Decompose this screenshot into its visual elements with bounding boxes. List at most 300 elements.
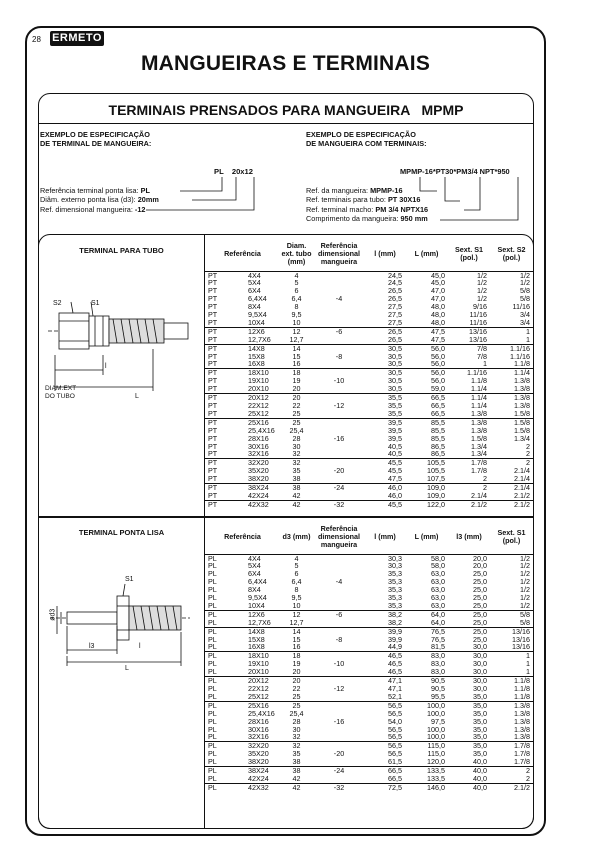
cell-l: 56,5 xyxy=(388,700,402,710)
header-l: l (mm) xyxy=(365,237,405,271)
cell-diameter: 32 xyxy=(292,741,301,751)
cell-ref-prefix: PL xyxy=(208,609,217,619)
cell-dimensional xyxy=(313,668,365,676)
cell-l3: 40,0 xyxy=(448,758,490,766)
cell-dimensional: -16 xyxy=(333,433,345,443)
cell-l3: 40,0 xyxy=(448,775,490,783)
cell-s1: 11/16 xyxy=(469,310,487,320)
cell-l3: 20,0 xyxy=(473,561,487,571)
cell-ref-size: 32X20 xyxy=(248,741,269,751)
spec-left-code-b: 20x12 xyxy=(231,167,253,176)
cell-s1: 2 xyxy=(526,766,530,776)
cell-s1: 1.3/8 xyxy=(514,724,530,734)
cell-diameter: 35 xyxy=(292,749,301,759)
cell-diameter: 38 xyxy=(280,758,313,766)
cell-ref-prefix: PT xyxy=(208,417,218,427)
cell-ref-size: 25X16 xyxy=(248,417,269,427)
cell-dimensional xyxy=(313,311,365,319)
table-row xyxy=(205,619,533,627)
cell-s1: 1.7/8 xyxy=(514,749,530,759)
cell-s2: 2.1/4 xyxy=(490,475,533,483)
cell-diameter: 9,5 xyxy=(291,593,302,603)
cell-s1: 1.3/8 xyxy=(490,733,533,741)
cell-diameter: 6,4 xyxy=(291,577,302,587)
cell-s2: 1.5/8 xyxy=(490,410,533,418)
cell-s2: 1.1/4 xyxy=(514,368,530,378)
cell-s2: 1.3/4 xyxy=(514,433,530,443)
cell-s1: 13/16 xyxy=(448,336,490,344)
cell-ref-size: 25X12 xyxy=(238,693,280,701)
cell-l3: 25,0 xyxy=(473,626,487,636)
cell-l: 30,5 xyxy=(388,351,402,361)
cell-s1: 1.3/8 xyxy=(514,708,530,718)
cell-l: 46,5 xyxy=(388,651,402,661)
cell-s1: 2 xyxy=(490,775,533,783)
label-diam-ext-2: DO TUBO xyxy=(45,393,75,400)
cell-s1: 1/2 xyxy=(477,270,487,280)
cell-ref-prefix: PT xyxy=(208,483,218,493)
cell-L: 64,0 xyxy=(431,609,445,619)
cell-ref-prefix: PL xyxy=(208,659,217,669)
cell-ref-size: 8X4 xyxy=(248,302,261,312)
spec-left-line2-value: 20mm xyxy=(137,195,159,205)
spec-right-line3-value: PM 3/4 NPTX16 xyxy=(375,204,429,214)
cell-ref-size: 35X20 xyxy=(248,749,269,759)
cell-ref-prefix: PT xyxy=(208,466,218,476)
cell-l: 39,5 xyxy=(388,417,402,427)
cell-ref-size: 38X20 xyxy=(238,475,280,483)
cell-ref-size: 9,5X4 xyxy=(248,593,267,603)
cell-s1: 1.1/8 xyxy=(514,684,530,693)
cell-L: 48,0 xyxy=(405,319,448,327)
cell-s1: 1.3/8 xyxy=(448,410,490,418)
cell-s1: 13/16 xyxy=(512,626,530,636)
cell-l: 30,5 xyxy=(388,368,402,378)
cell-diameter: 25,4 xyxy=(289,425,304,435)
cell-l: 26,5 xyxy=(365,336,405,344)
spec-right-line1-label: Ref. da mangueira: xyxy=(306,186,371,195)
header-d3: d3 (mm) xyxy=(280,520,313,554)
cell-s1: 1/2 xyxy=(520,585,530,595)
cell-s1: 1.1/8 xyxy=(490,693,533,701)
cell-s2: 1.1/16 xyxy=(510,351,530,361)
label-l3: l3 xyxy=(89,643,95,650)
cell-s2: 1.5/8 xyxy=(514,417,530,427)
cell-L: 59,0 xyxy=(405,385,448,393)
cell-ref-size: 30X16 xyxy=(248,441,269,451)
cell-diameter: 9,5 xyxy=(291,310,302,320)
cell-ref-prefix: PT xyxy=(208,458,218,468)
cell-diameter: 15 xyxy=(292,634,301,644)
cell-s2: 1.3/8 xyxy=(514,393,530,403)
cell-diameter: 25 xyxy=(292,417,301,427)
spec-right-heading-2: DE MANGUEIRA COM TERMINAIS: xyxy=(306,139,427,149)
cell-l3: 35,0 xyxy=(448,733,490,741)
cell-ref-size: 35X20 xyxy=(248,466,269,476)
title-divider xyxy=(38,123,534,124)
cell-ref-prefix: PL xyxy=(205,619,238,627)
cell-l3: 35,0 xyxy=(473,749,487,759)
cell-l: 24,5 xyxy=(388,270,402,280)
spec-right-heading-1: EXEMPLO DE ESPECIFICAÇÃO xyxy=(306,130,416,139)
cell-diameter: 30 xyxy=(292,441,301,451)
cell-diameter: 42 xyxy=(292,782,301,792)
cell-ref-size: 12X6 xyxy=(248,609,265,619)
cell-L: 95,5 xyxy=(405,693,448,701)
cell-s2: 1/2 xyxy=(520,270,530,280)
cell-L: 56,0 xyxy=(431,343,445,353)
cell-dimensional xyxy=(313,701,365,709)
cell-dimensional: -6 xyxy=(335,609,343,619)
cell-diameter: 20 xyxy=(280,668,313,676)
cell-dimensional xyxy=(313,336,365,344)
cell-s1: 13/16 xyxy=(512,634,530,644)
cell-ref-prefix: PT xyxy=(208,302,218,312)
header-L: L (mm) xyxy=(405,237,448,271)
cell-ref-prefix: PT xyxy=(208,310,218,320)
cell-s1: 1/2 xyxy=(520,593,530,603)
cell-L: 97,5 xyxy=(431,716,445,726)
cell-diameter: 25,4 xyxy=(289,708,304,718)
cell-l: 56,5 xyxy=(388,741,402,751)
table-row xyxy=(205,783,533,791)
cell-l: 35,3 xyxy=(388,569,402,579)
cell-s1: 7/8 xyxy=(477,351,487,361)
ermeto-logo: ERMETO xyxy=(50,31,104,46)
cell-diameter: 12 xyxy=(292,326,301,336)
cell-l: 45,5 xyxy=(388,458,402,468)
cell-ref-prefix: PL xyxy=(208,634,217,644)
cell-ref-size: 25X16 xyxy=(248,700,269,710)
cell-diameter: 18 xyxy=(292,368,301,378)
cell-L: 63,0 xyxy=(431,577,445,587)
cell-dimensional xyxy=(313,726,365,734)
header-referencia: Referência xyxy=(205,237,280,271)
cell-s1: 1.7/8 xyxy=(471,458,487,468)
cell-l: 35,5 xyxy=(365,410,405,418)
cell-dimensional: -4 xyxy=(335,577,343,587)
cell-l: 39,5 xyxy=(388,425,402,435)
cell-dimensional xyxy=(313,643,365,651)
label-diam-ext xyxy=(45,385,76,401)
cell-ref-prefix: PT xyxy=(205,450,238,458)
cell-ref-prefix: PL xyxy=(208,676,217,686)
spec-left-lines xyxy=(40,186,159,214)
cell-l: 72,5 xyxy=(388,782,402,792)
cell-L: 66,5 xyxy=(431,401,445,410)
cell-ref-prefix: PL xyxy=(205,693,238,701)
cell-s2: 2.1/4 xyxy=(514,483,530,493)
cell-l: 46,5 xyxy=(388,659,402,669)
cell-s1: 1.7/8 xyxy=(514,741,530,751)
cell-l3: 30,0 xyxy=(473,676,487,686)
cell-s1: 1/2 xyxy=(490,602,533,610)
cell-l3: 25,0 xyxy=(448,619,490,627)
spec-left-line3-label: Ref. dimensional mangueira: xyxy=(40,204,135,214)
cell-ref-prefix: PT xyxy=(208,326,218,336)
cell-diameter: 5 xyxy=(294,561,299,571)
cell-l: 35,3 xyxy=(388,593,402,603)
cell-s1: 1/2 xyxy=(477,294,487,304)
cell-s1: 1.3/8 xyxy=(514,700,530,710)
cell-l: 56,5 xyxy=(388,708,402,718)
cell-l: 26,5 xyxy=(388,326,402,336)
terminal-ponta-lisa-table xyxy=(205,520,533,792)
cell-ref-size: 22X12 xyxy=(248,401,269,410)
cell-ref-prefix: PL xyxy=(208,553,217,563)
terminal-para-tubo-block xyxy=(38,234,534,517)
cell-dimensional xyxy=(313,693,365,701)
cell-dimensional: -8 xyxy=(335,634,343,644)
cell-dimensional: -20 xyxy=(333,749,345,759)
cell-diameter: 35 xyxy=(292,466,301,476)
cell-s2: 11/16 xyxy=(512,302,530,312)
cell-ref-size: 42X24 xyxy=(238,492,280,500)
cell-ref-size: 19X10 xyxy=(248,659,269,669)
cell-ref-prefix: PT xyxy=(208,351,218,361)
cell-ref-size: 4X4 xyxy=(248,553,261,563)
header-l: l (mm) xyxy=(365,520,405,554)
cell-s2: 3/4 xyxy=(520,310,530,320)
cell-l: 44,9 xyxy=(365,643,405,651)
cell-L: 47,5 xyxy=(405,336,448,344)
cell-l3: 25,0 xyxy=(473,569,487,579)
cell-l: 38,2 xyxy=(388,609,402,619)
cell-l: 26,5 xyxy=(388,294,402,304)
cell-diameter: 10 xyxy=(280,602,313,610)
cell-s1: 7/8 xyxy=(477,343,487,353)
cell-L: 100,0 xyxy=(405,733,448,741)
cell-s2: 5/8 xyxy=(520,286,530,296)
page-number: 28 xyxy=(32,35,41,44)
cell-l3: 40,0 xyxy=(473,766,487,776)
cell-L: 48,0 xyxy=(431,302,445,312)
cell-l: 56,5 xyxy=(388,749,402,759)
cell-diameter: 38 xyxy=(292,766,301,776)
cell-l3: 35,0 xyxy=(448,693,490,701)
cell-ref-size: 42X32 xyxy=(248,499,269,509)
cell-l: 52,1 xyxy=(365,693,405,701)
cell-ref-size: 38X20 xyxy=(238,758,280,766)
section-title: TERMINAIS PRENSADOS PARA MANGUEIRA MPMP xyxy=(108,102,464,118)
header-diam-ext: Diam. ext. tubo (mm) xyxy=(280,237,313,271)
cell-diameter: 20 xyxy=(292,676,301,686)
cell-s2: 1.1/16 xyxy=(510,343,530,353)
cell-ref-prefix: PL xyxy=(208,708,217,718)
terminal-ponta-lisa-diagram xyxy=(45,566,195,676)
cell-s1: 1.5/8 xyxy=(471,433,487,443)
spec-right-line1-value: MPMP-16 xyxy=(370,186,403,195)
cell-l: 35,3 xyxy=(388,577,402,587)
header-ref-dimensional: Referência dimensional mangueira xyxy=(313,520,365,554)
cell-ref-prefix: PL xyxy=(205,775,238,783)
cell-dimensional xyxy=(313,418,365,426)
cell-ref-size: 6,4X4 xyxy=(248,577,267,587)
cell-ref-prefix: PL xyxy=(208,782,217,792)
cell-L: 90,5 xyxy=(431,684,445,693)
cell-ref-size: 6X4 xyxy=(248,569,261,579)
cell-ref-size: 42X32 xyxy=(248,782,269,792)
cell-L: 76,5 xyxy=(431,626,445,636)
cell-ref-prefix: PT xyxy=(208,393,218,403)
cell-diameter: 28 xyxy=(292,433,301,443)
cell-L: 45,0 xyxy=(431,278,445,288)
cell-diameter: 8 xyxy=(294,302,299,312)
cell-dimensional: -12 xyxy=(333,401,345,410)
cell-l3: 30,0 xyxy=(473,684,487,693)
cell-ref-size: 42X24 xyxy=(238,775,280,783)
spec-right-line2-label: Ref. terminais para tubo: xyxy=(306,195,388,205)
cell-L: 85,5 xyxy=(431,425,445,435)
cell-l: 30,5 xyxy=(365,385,405,393)
cell-ref-prefix: PL xyxy=(208,593,217,603)
cell-s1: 2 xyxy=(448,475,490,483)
cell-ref-prefix: PT xyxy=(208,441,218,451)
cell-L: 105,5 xyxy=(427,466,445,476)
cell-s1: 2.1/2 xyxy=(471,499,487,509)
cell-L: 109,0 xyxy=(405,492,448,500)
cell-diameter: 16 xyxy=(280,360,313,368)
cell-L: 115,0 xyxy=(427,741,445,751)
spec-right-code-text: MPMP-16*PT30*PM3/4 NPT*950 xyxy=(400,167,510,176)
page-title: MANGUEIRAS E TERMINAIS xyxy=(140,52,431,75)
cell-ref-size: 5X4 xyxy=(248,561,261,571)
cell-diameter: 19 xyxy=(292,659,301,669)
cell-l3: 30,0 xyxy=(473,651,487,661)
cell-s1: 1.3/8 xyxy=(514,716,530,726)
cell-L: 58,0 xyxy=(431,561,445,571)
cell-s1: 9/16 xyxy=(473,302,487,312)
cell-diameter: 22 xyxy=(292,401,301,410)
cell-diameter: 12,7 xyxy=(280,619,313,627)
cell-ref-prefix: PL xyxy=(208,684,217,693)
cell-L: 47,5 xyxy=(431,326,445,336)
cell-l: 30,3 xyxy=(388,553,402,563)
cell-ref-size: 18X10 xyxy=(248,651,269,661)
label-L: L xyxy=(135,393,139,400)
label-s1: S1 xyxy=(91,300,100,307)
cell-dimensional xyxy=(313,410,365,418)
cell-ref-size: 38X24 xyxy=(248,766,269,776)
cell-L: 100,0 xyxy=(427,708,445,718)
cell-ref-prefix: PL xyxy=(208,577,217,587)
cell-s1: 1 xyxy=(490,668,533,676)
cell-diameter: 28 xyxy=(292,716,301,726)
cell-L: 105,5 xyxy=(427,458,445,468)
cell-dimensional xyxy=(313,562,365,570)
cell-ref-size: 15X8 xyxy=(248,351,265,361)
cell-ref-prefix: PT xyxy=(208,499,218,509)
cell-l: 38,2 xyxy=(365,619,405,627)
cell-l: 56,5 xyxy=(365,733,405,741)
spec-right-line4-value: 950 mm xyxy=(400,214,428,224)
cell-s1: 2 xyxy=(483,483,487,493)
cell-L: 81,5 xyxy=(405,643,448,651)
cell-ref-prefix: PT xyxy=(208,286,218,296)
cell-ref-prefix: PL xyxy=(208,766,217,776)
cell-l: 30,3 xyxy=(388,561,402,571)
cell-ref-prefix: PL xyxy=(205,643,238,651)
spec-left-heading-1: EXEMPLO DE ESPECIFICAÇÃO xyxy=(40,130,150,139)
cell-diameter: 25 xyxy=(280,410,313,418)
cell-s1: 1.3/4 xyxy=(471,441,487,451)
cell-l3: 35,0 xyxy=(473,724,487,734)
cell-ref-size: 6X4 xyxy=(248,286,261,296)
cell-s1: 13/16 xyxy=(469,326,487,336)
cell-ref-prefix: PL xyxy=(208,626,217,636)
cell-L: 45,0 xyxy=(431,270,445,280)
cell-L: 83,0 xyxy=(431,659,445,669)
cell-dimensional: -6 xyxy=(335,326,343,336)
cell-L: 100,0 xyxy=(427,700,445,710)
cell-ref-size: 18X10 xyxy=(248,368,269,378)
terminal-ponta-lisa-label: TERMINAL PONTA LISA xyxy=(78,528,165,537)
cell-s2: 1.3/8 xyxy=(514,376,530,386)
cell-ref-size: 15X8 xyxy=(248,634,265,644)
cell-L: 115,0 xyxy=(427,749,445,759)
cell-ref-size: 9,5X4 xyxy=(248,310,267,320)
spec-right-line3-label: Ref. terminal macho: xyxy=(306,204,376,214)
cell-s2: 1.5/8 xyxy=(514,425,530,435)
cell-diameter: 8 xyxy=(294,585,299,595)
cell-ref-size: 22X12 xyxy=(248,684,269,693)
cell-diameter: 22 xyxy=(292,684,301,693)
cell-s1: 1.3/8 xyxy=(471,417,487,427)
cell-diameter: 4 xyxy=(294,553,299,563)
cell-L: 56,0 xyxy=(431,351,445,361)
cell-L: 76,5 xyxy=(431,634,445,644)
cell-l3: 25,0 xyxy=(473,585,487,595)
cell-ref-prefix: PT xyxy=(208,433,218,443)
cell-diameter: 14 xyxy=(292,343,301,353)
cell-s2: 2.1/2 xyxy=(514,499,530,509)
header-s1: Sext. S1 (pol.) xyxy=(490,520,533,554)
header-ref-dimensional: Referência dimensional mangueira xyxy=(313,237,365,271)
spec-right-line4-label: Comprimento da mangueira: xyxy=(306,214,401,224)
cell-dimensional xyxy=(313,279,365,287)
cell-L: 66,5 xyxy=(431,393,445,403)
cell-dimensional: -20 xyxy=(333,466,345,476)
cell-ref-prefix: PT xyxy=(208,278,218,288)
cell-dimensional xyxy=(313,303,365,311)
cell-diameter: 20 xyxy=(280,385,313,393)
cell-s1: 1/2 xyxy=(520,561,530,571)
cell-ref-prefix: PT xyxy=(205,360,238,368)
cell-diameter: 38 xyxy=(292,483,301,493)
cell-s1: 5/8 xyxy=(520,609,530,619)
cell-dimensional: -32 xyxy=(333,782,345,792)
cell-l3: 25,0 xyxy=(473,634,487,644)
cell-l3: 35,0 xyxy=(473,700,487,710)
cell-ref-size: 28X16 xyxy=(248,716,269,726)
cell-dimensional xyxy=(313,586,365,594)
cell-l: 39,9 xyxy=(388,626,402,636)
cell-ref-prefix: PT xyxy=(205,336,238,344)
cell-s2: 1.3/8 xyxy=(490,385,533,393)
cell-l: 40,5 xyxy=(365,450,405,458)
cell-L: 85,5 xyxy=(431,433,445,443)
table-row xyxy=(205,336,533,344)
header-referencia: Referência xyxy=(205,520,280,554)
header-L: L (mm) xyxy=(405,520,448,554)
spec-left-heading-2: DE TERMINAL DE MANGUEIRA: xyxy=(40,139,152,149)
cell-ref-size: 5X4 xyxy=(248,278,261,288)
cell-ref-size: 12X6 xyxy=(248,326,265,336)
cell-l: 54,0 xyxy=(388,716,402,726)
cell-l: 35,5 xyxy=(388,401,402,410)
header-s1: Sext. S1 (pol.) xyxy=(448,237,490,271)
cell-ref-size: 10X4 xyxy=(238,602,280,610)
